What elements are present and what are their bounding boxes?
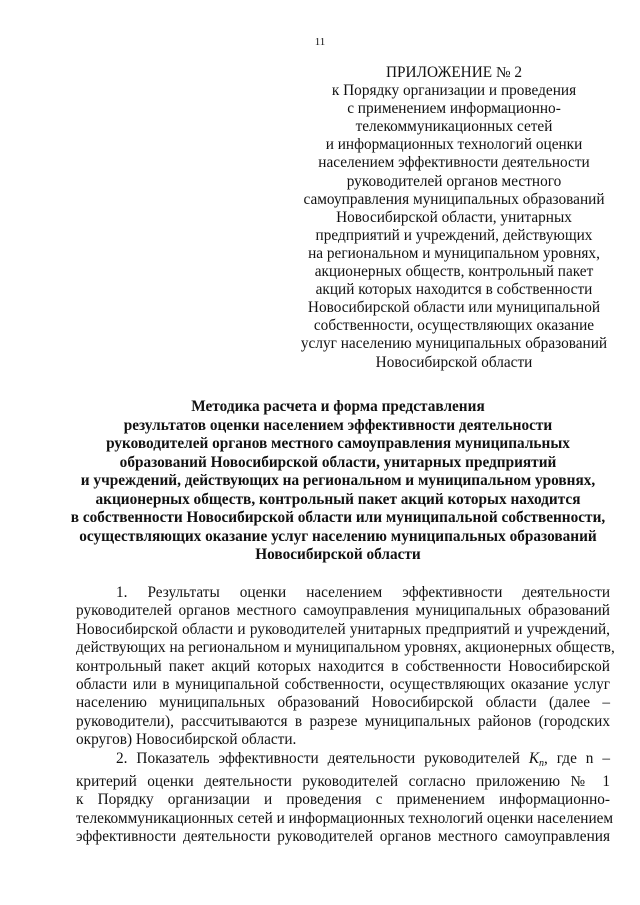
appendix-line: Новосибирской области <box>375 353 533 371</box>
paragraph-line: критерий оценки деятельности руководителей согласно приложению № 1 <box>76 773 610 791</box>
paragraph-line: области или в муниципальной собственности, осуществляющих оказание услуг <box>76 676 610 694</box>
appendix-line: акционерных обществ, контрольный пакет <box>314 263 594 281</box>
appendix-header <box>300 64 608 372</box>
paragraph-line: округов) Новосибирской области. <box>76 731 297 749</box>
appendix-line: Новосибирской области или муниципальной <box>307 299 601 317</box>
title-line: результатов оценки населением эффективности деятельности <box>123 416 553 434</box>
appendix-line: к Порядку организации и проведения <box>331 82 577 100</box>
appendix-line: на региональном и муниципальном уровнях, <box>308 244 600 262</box>
indicator-symbol: K <box>528 749 540 767</box>
title-line: акционерных обществ, контрольный пакет акций которых находится <box>95 490 581 508</box>
appendix-line: с применением информационно- <box>347 100 561 118</box>
appendix-line: акций которых находится в собственности <box>315 281 593 299</box>
title-line: руководителей органов местного самоуправления муниципальных <box>106 435 570 452</box>
paragraph-line: 1. Результаты оценки населением эффективности деятельности <box>116 584 610 601</box>
paragraph-line: руководителей органов местного самоуправления муниципальных образований <box>76 602 610 620</box>
title-line: в собственности Новосибирской области или муниципальной собственности, <box>70 509 606 526</box>
paragraph-line <box>76 750 610 773</box>
appendix-line: руководителей органов местного <box>346 172 562 190</box>
paragraph-line: телекоммуникационных сетей и информационных технологий оценки населением <box>76 809 614 827</box>
appendix-line: телекоммуникационных сетей <box>355 118 553 136</box>
paragraph-line: эффективности деятельности руководителей органов местного самоуправления <box>76 828 610 846</box>
paragraph-2 <box>76 749 614 847</box>
appendix-line: собственности, осуществляющих оказание <box>313 317 595 335</box>
paragraph-line: контрольный пакет акций которых находится в собственности Новосибирской <box>76 657 610 675</box>
paragraph-1 <box>76 584 615 750</box>
appendix-line: населением эффективности деятельности <box>318 154 590 172</box>
paragraph-line: руководители), рассчитываются в разрезе муниципальных районов (городских <box>76 712 610 730</box>
body-text <box>76 584 615 847</box>
title-line: Методика расчета и форма представления <box>191 398 485 415</box>
title-line: и учреждений, действующих на региональном и муниципальном уровнях, <box>80 472 596 489</box>
appendix-line: самоуправления муниципальных образований <box>303 190 605 208</box>
title-line: осуществляющих оказание услуг населению муниципальных образований <box>79 527 597 545</box>
appendix-line: и информационных технологий оценки <box>325 136 583 154</box>
paragraph-line: действующих на региональном и муниципальном уровнях, акционерных обществ, <box>76 639 615 657</box>
paragraph-text: 2. Показатель эффективности деятельности руководителей <box>116 749 520 767</box>
paragraph-line: Новосибирской области и руководителей унитарных предприятий и учреждений, <box>76 620 610 638</box>
paragraph-line: населению муниципальных образований Новосибирской области (далее – <box>76 694 610 712</box>
appendix-line: услуг населению муниципальных образований <box>300 335 608 353</box>
page-number: 11 <box>314 36 326 48</box>
title-line: Новосибирской области <box>255 546 421 563</box>
indicator-subscript: n <box>539 757 545 769</box>
title-line: образований Новосибирской области, унитарных предприятий <box>119 453 557 471</box>
appendix-line: ПРИЛОЖЕНИЕ № 2 <box>385 64 523 81</box>
appendix-line: предприятий и учреждений, действующих <box>315 226 593 244</box>
paragraph-text: , где n – <box>544 749 610 767</box>
paragraph-line: к Порядку организации и проведения с применением информационно- <box>76 791 610 809</box>
document-title <box>64 398 612 565</box>
appendix-line: Новосибирской области, унитарных <box>336 208 572 226</box>
